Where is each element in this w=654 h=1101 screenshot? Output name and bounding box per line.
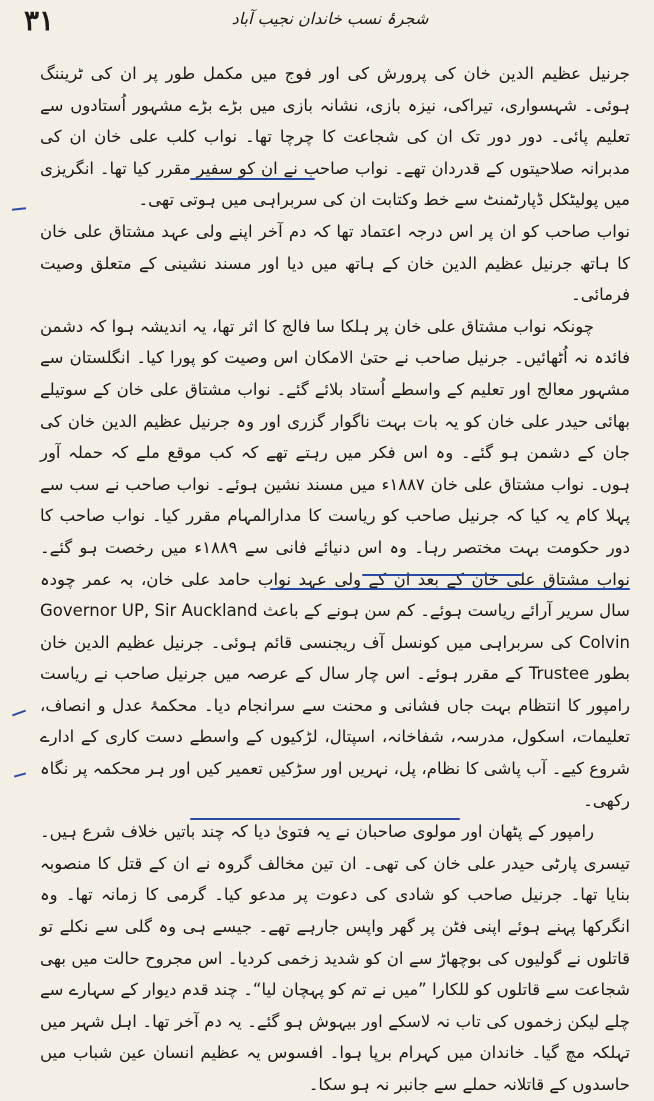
pen-underline [362,574,522,576]
margin-pen-mark [12,710,26,717]
paragraph-1: جرنیل عظیم الدین خان کی پرورش کی اور فوج میں مکمل طور پر ان کی ٹریننگ ہوئی۔ شہسواری، تیراکی، نیزہ بازی، نشانہ بازی میں بڑے بڑے مشہور اُستادوں سے تعلیم پائی۔ دور دور تک ان کی شجاعت کا چرچا تھا۔ نواب کلب علی خان ان کی مدبرانہ صلاحیتوں کے قدردان تھے۔ نواب صاحب نے ان کو سفیر مقرر کیا تھا۔ انگریزی میں پولیٹکل ڈپارٹمنٹ سے خط وکتابت ان کی سربراہی میں ہوتی تھی۔ [40,64,630,210]
pen-underline [190,818,460,820]
running-title: شجرۂ نسب خاندان نجیب آباد [231,9,429,28]
body-text [40,58,630,1101]
page-number: ۳۱ [24,4,55,37]
paragraph-4: رامپور کے پٹھان اور مولوی صاحبان نے یہ فتویٰ دیا کہ چند باتیں خلاف شرع ہیں۔ تیسری پارٹی حیدر علی خان کی تھی۔ ان تین مخالف گروہ نے ان کے قتل کا منصوبہ بنایا تھا۔ جرنیل صاحب کو شادی کی دعوت پر مدعو کیا۔ گرمی کا زمانہ تھا۔ وہ انگرکھا پہنے ہوئے اپنی فٹن پر گھر واپس جارہے تھے۔ جیسے ہی وہ گلی سے نکلے تو قاتلوں نے گولیوں کی بوچھاڑ سے ان کو شدید زخمی کردیا۔ اس مجروح حالت میں بھی شجاعت سے قاتلوں کو للکارا ”میں نے تم کو پہچان لیا“۔ چند قدم دیوار کے سہارے سے چلے لیکن زخموں کی تاب نہ لاسکے اور بیہوش ہو گئے۔ یہ دم آخر تھا۔ اہل شہر میں تہلکہ مچ گیا۔ خاندان میں کہرام برپا ہوا۔ افسوس یہ عظیم انسان عین شباب میں حاسدوں کے قاتلانہ حملے سے جانبر نہ ہو سکا۔ [40,822,630,1094]
paragraph-3: چونکہ نواب مشتاق علی خان پر ہلکا سا فالج کا اثر تھا، یہ اندیشہ ہوا کہ دشمن فائدہ نہ اُٹھائیں۔ جرنیل صاحب نے حتیٰ الامکان اس وصیت کو پورا کیا۔ انگلستان سے مشہور معالج اور تعلیم کے واسطے اُستاد بلائے گئے۔ نواب مشتاق علی خان کے سوتیلے بھائی حیدر علی خان کو یہ بات بہت ناگوار گزری اور وہ جرنیل عظیم الدین خان کی جان کے دشمن ہو گئے۔ وہ اس فکر میں رہتے تھے کہ کب موقع ملے کہ حملہ آور ہوں۔ نواب مشتاق علی خان ۱۸۸۷ء میں مسند نشین ہوئے۔ نواب صاحب نے سب سے پہلا کام یہ کیا کہ جرنیل صاحب کو ریاست کا مدارالمہام مقرر کیا۔ نواب صاحب کا دور حکومت بہت مختصر رہا۔ وہ اس دنیائے فانی سے ۱۸۸۹ء میں رخصت ہو گئے۔ نواب مشتاق علی خان کے بعد ان کے ولی عہد نواب حامد علی خان، بہ عمر چودہ سال سریر آرائے ریاست ہوئے۔ کم سن ہونے کے باعث Governor UP, Sir Auckland Colvin کی سربراہی میں کونسل آف ریجنسی قائم ہوئی۔ جرنیل عظیم الدین خان بطور Trustee کے مقرر ہوئے۔ اس چار سال کے عرصہ میں جرنیل صاحب نے ریاست رامپور کا انتظام بہت جاں فشانی و محنت سے سرانجام دیا۔ محکمۂ عدل و انصاف، تعلیمات، اسکول، مدرسہ، شفاخانہ، اسپتال، لڑکیوں کے واسطے دست کاری کے ادارے شروع کیے۔ آب پاشی کا نظام، پل، نہریں اور سڑکیں تعمیر کیں اور ہر محکمہ پر نگاہ رکھی۔ [40,316,630,810]
margin-pen-mark [12,207,26,210]
margin-pen-mark [14,772,26,777]
pen-underline [270,588,630,590]
paragraph-2: نواب صاحب کو ان پر اس درجہ اعتماد تھا کہ دم آخر اپنے ولی عہد مشتاق علی خان کا ہاتھ جرنیل عظیم الدین خان کے ہاتھ میں دیا اور مسند نشینی کے متعلق وصیت فرمائی۔ [40,221,630,305]
page-header [0,0,654,40]
pen-underline [190,178,315,180]
